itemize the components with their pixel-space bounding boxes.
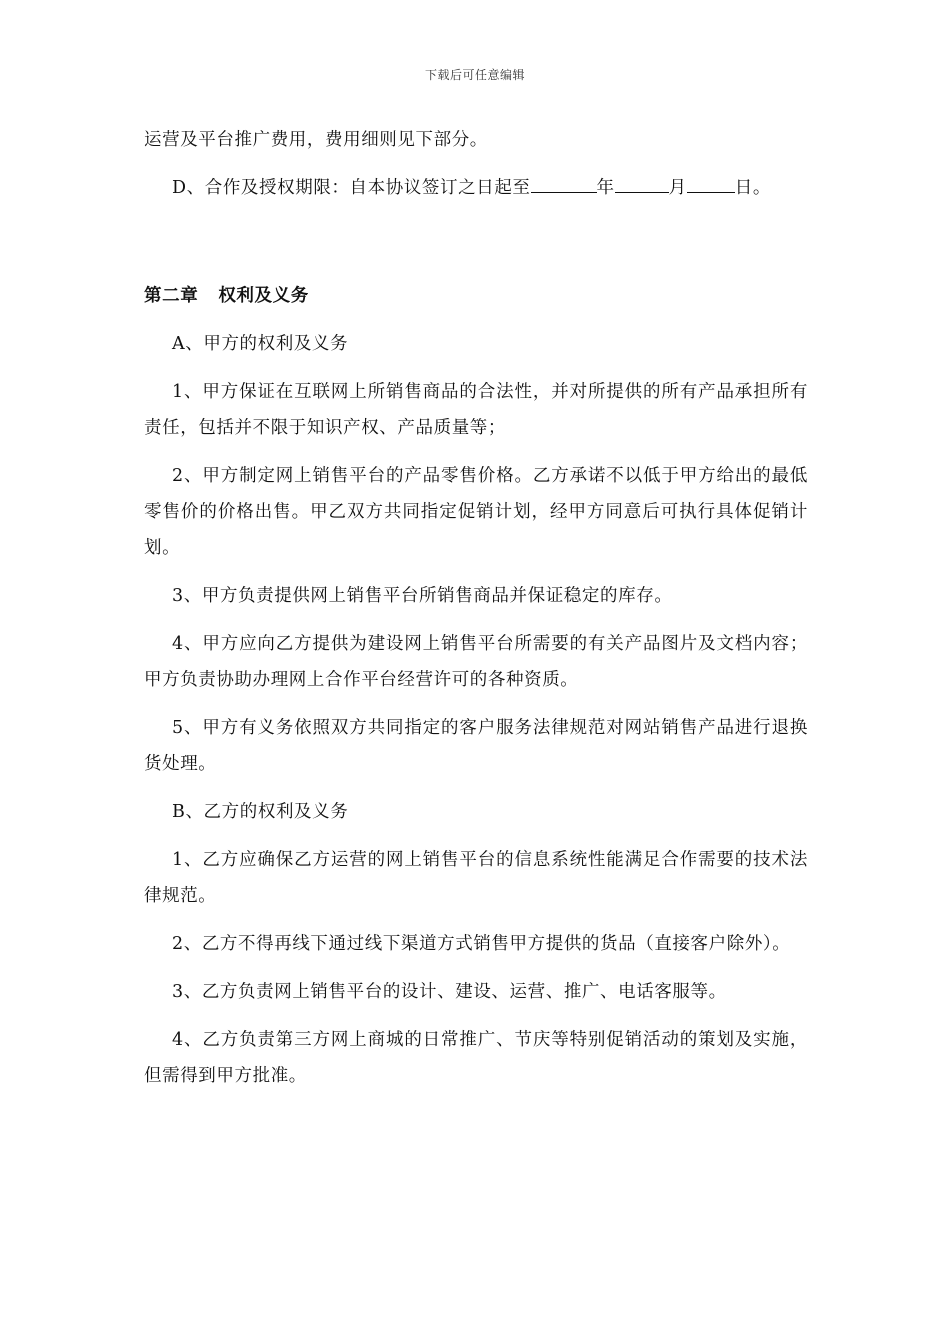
part-b-item-2: 2、乙方不得再线下通过线下渠道方式销售甲方提供的货品（直接客户除外）。 (172, 934, 791, 954)
chapter-number: 第二章 (144, 286, 199, 306)
part-b-item-3: 3、乙方负责网上销售平台的设计、建设、运营、推广、电话客服等。 (172, 982, 727, 1002)
part-b-item-1: 1、乙方应确保乙方运营的网上销售平台的信息系统性能满足合作需要的技术法律规范。 (144, 850, 808, 906)
part-a-item-2: 2、甲方制定网上销售平台的产品零售价格。乙方承诺不以低于甲方给出的最低零售价的价格出售。甲乙双方共同指定促销计划，经甲方同意后可执行具体促销计划。 (144, 466, 808, 558)
chapter-title: 权利及义务 (218, 286, 309, 306)
part-a-item-5: 5、甲方有义务依照双方共同指定的客户服务法律规范对网站销售产品进行退换货处理。 (144, 718, 808, 774)
fee-paragraph: 运营及平台推广费用，费用细则见下部分。 (144, 130, 488, 150)
term-month-label: 月 (668, 178, 687, 198)
part-b-heading: B、乙方的权利及义务 (172, 802, 349, 822)
page-header-note: 下载后可任意编辑 (424, 68, 525, 82)
term-prefix: D、合作及授权期限：自本协议签订之日起至 (172, 178, 531, 198)
day-blank (687, 172, 735, 193)
chapter-heading (144, 278, 808, 314)
year-blank (531, 172, 597, 193)
part-a-item-3: 3、甲方负责提供网上销售平台所销售商品并保证稳定的库存。 (172, 586, 673, 606)
term-day-label: 日。 (734, 178, 771, 198)
part-b-item-4: 4、乙方负责第三方网上商城的日常推广、节庆等特别促销活动的策划及实施，但需得到甲方批准。 (144, 1030, 808, 1086)
term-paragraph (144, 170, 808, 206)
month-blank (615, 172, 669, 193)
part-a-item-4: 4、甲方应向乙方提供为建设网上销售平台所需要的有关产品图片及文档内容；甲方负责协助办理网上合作平台经营许可的各种资质。 (144, 634, 808, 690)
term-year-label: 年 (596, 178, 615, 198)
part-a-item-1: 1、甲方保证在互联网上所销售商品的合法性，并对所提供的所有产品承担所有责任，包括并不限于知识产权、产品质量等； (144, 382, 808, 438)
document-body (144, 122, 808, 1106)
part-a-heading: A、甲方的权利及义务 (172, 334, 349, 354)
